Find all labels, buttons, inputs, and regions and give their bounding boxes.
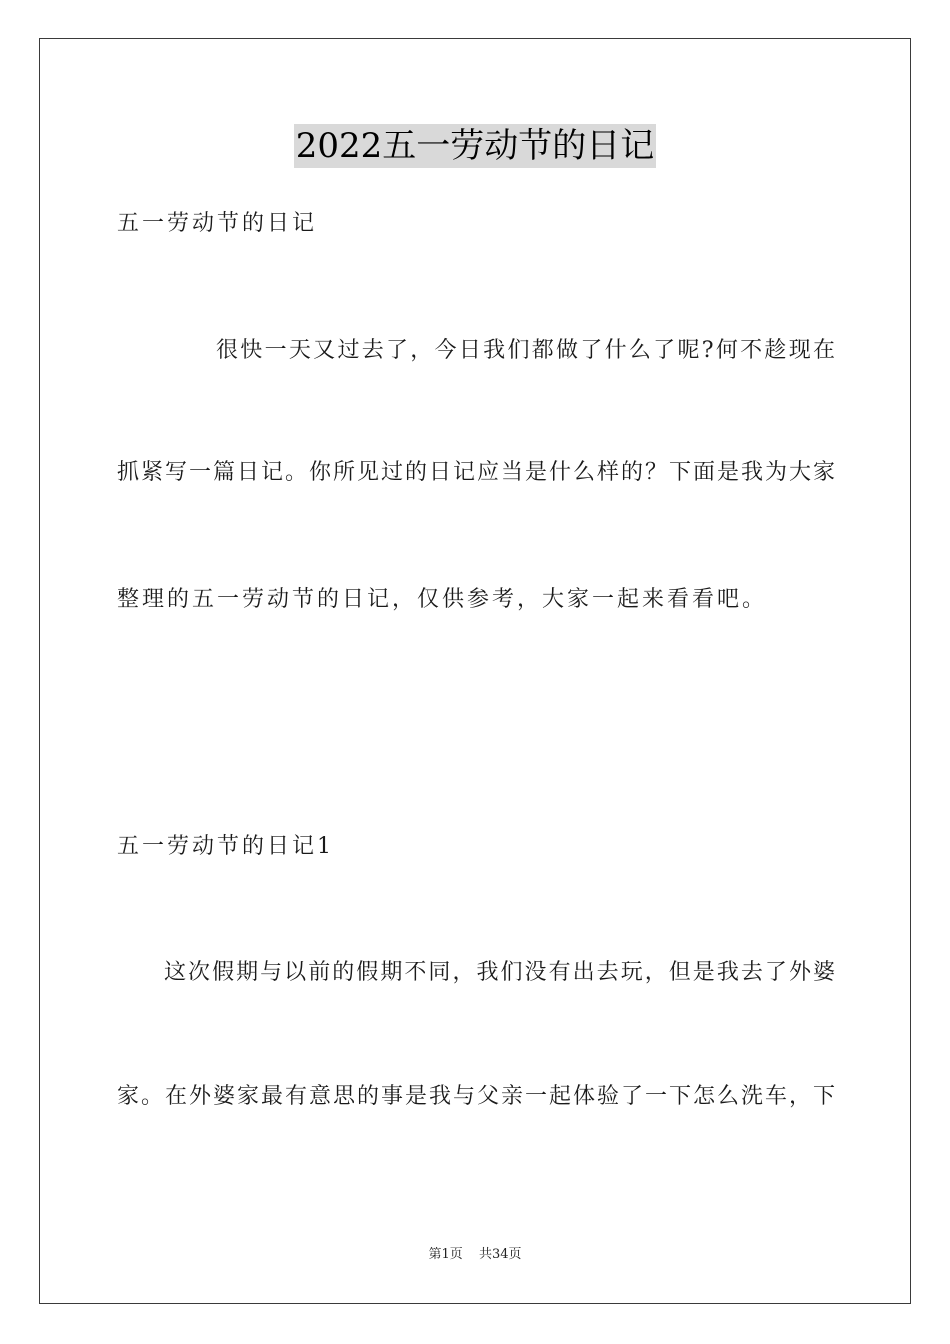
paragraph-line: 这次假期与以前的假期不同，我们没有出去玩，但是我去了外婆 [164,960,835,985]
paragraph-line: 抓紧写一篇日记。你所见过的日记应当是什么样的？下面是我为大家 [117,460,835,485]
paragraph-line: 很快一天又过去了，今日我们都做了什么了呢?何不趁现在 [216,338,835,363]
paragraph-line: 整理的五一劳动节的日记，仅供参考，大家一起来看看吧。 [117,587,768,612]
document-title: 2022五一劳动节的日记 [295,126,655,166]
page-number-total: 共34页 [478,1247,522,1262]
page-number-current: 第1页 [428,1247,463,1262]
page-footer [0,1246,950,1264]
title-container [0,124,950,168]
section-heading: 五一劳动节的日记 [117,211,318,236]
section-heading: 五一劳动节的日记1 [117,834,334,859]
paragraph-line: 家。在外婆家最有意思的事是我与父亲一起体验了一下怎么洗车，下 [117,1084,835,1109]
